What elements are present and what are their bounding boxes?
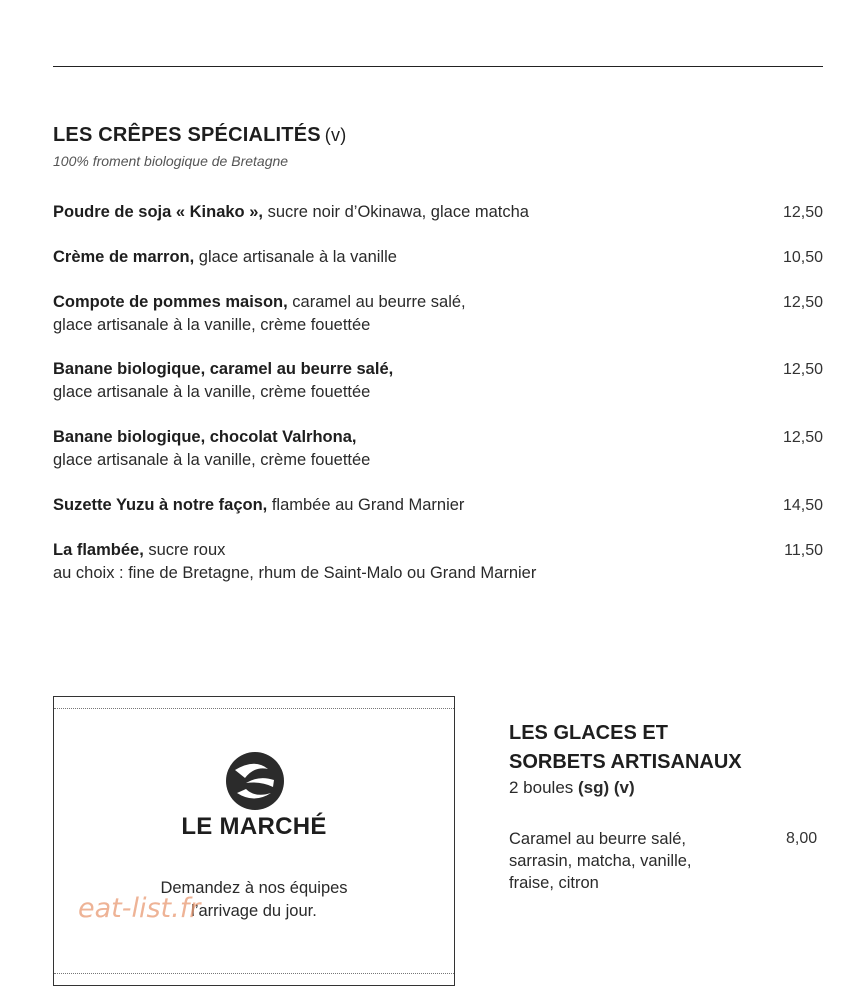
glaces-subtitle: 2 boules (sg) (v) (509, 778, 635, 797)
crepes-subtitle: 100% froment biologique de Bretagne (53, 153, 289, 169)
item-description-line2: glace artisanale à la vanille, crème fouettée (53, 451, 371, 469)
dotted-divider-top (54, 708, 454, 709)
item-name: La flambée, (53, 541, 144, 559)
glaces-tags: (sg) (v) (578, 778, 635, 797)
item-price: 12,50 (782, 204, 823, 221)
crepes-section-title: LES CRÊPES SPÉCIALITÉS (v) (53, 124, 347, 146)
glaces-price: 8,00 (786, 830, 818, 847)
vegetarian-tag: (v) (324, 125, 347, 145)
glaces-section-title: LES GLACES ET SORBETS ARTISANAUX (509, 722, 742, 773)
menu-item (53, 539, 823, 585)
item-price: 12,50 (782, 429, 823, 446)
item-price: 12,50 (782, 361, 823, 378)
item-name: Banane biologique, chocolat Valrhona, (53, 428, 357, 446)
item-price: 11,50 (784, 542, 823, 559)
watermark: eat-list.fr (78, 893, 201, 924)
item-name: Crème de marron, (53, 248, 195, 266)
item-description: glace artisanale à la vanille (194, 248, 397, 266)
item-description: caramel au beurre salé, (287, 293, 466, 311)
item-name: Banane biologique, caramel au beurre salé, (53, 360, 394, 378)
le-marche-logo-icon (225, 751, 285, 811)
item-price: 14,50 (782, 497, 823, 514)
le-marche-title: LE MARCHÉ (181, 813, 327, 840)
menu-item (53, 426, 823, 472)
item-name: Compote de pommes maison, (53, 293, 288, 311)
glaces-flavours: Caramel au beurre salé, sarrasin, matcha, vanille, fraise, citron (509, 830, 692, 892)
item-name: Suzette Yuzu à notre façon, (53, 496, 268, 514)
menu-item (53, 246, 823, 269)
top-divider (53, 66, 823, 67)
item-description: sucre noir d’Okinawa, glace matcha (262, 203, 529, 221)
menu-item (53, 494, 823, 517)
item-price: 10,50 (782, 249, 823, 266)
item-price: 12,50 (782, 294, 823, 311)
le-marche-box (53, 696, 455, 986)
dotted-divider-bottom (54, 973, 454, 974)
item-description-line2: glace artisanale à la vanille, crème fouettée (53, 383, 371, 401)
menu-item (53, 358, 823, 404)
item-description: flambée au Grand Marnier (267, 496, 465, 514)
menu-item (53, 201, 823, 224)
item-description-line2: au choix : fine de Bretagne, rhum de Saint-Malo ou Grand Marnier (53, 564, 537, 582)
menu-item (53, 291, 823, 337)
le-marche-text: Demandez à nos équipes l’arrivage du jour. (160, 879, 348, 920)
item-name: Poudre de soja « Kinako », (53, 203, 263, 221)
item-description: sucre roux (143, 541, 226, 559)
item-description-line2: glace artisanale à la vanille, crème fouettée (53, 316, 371, 334)
